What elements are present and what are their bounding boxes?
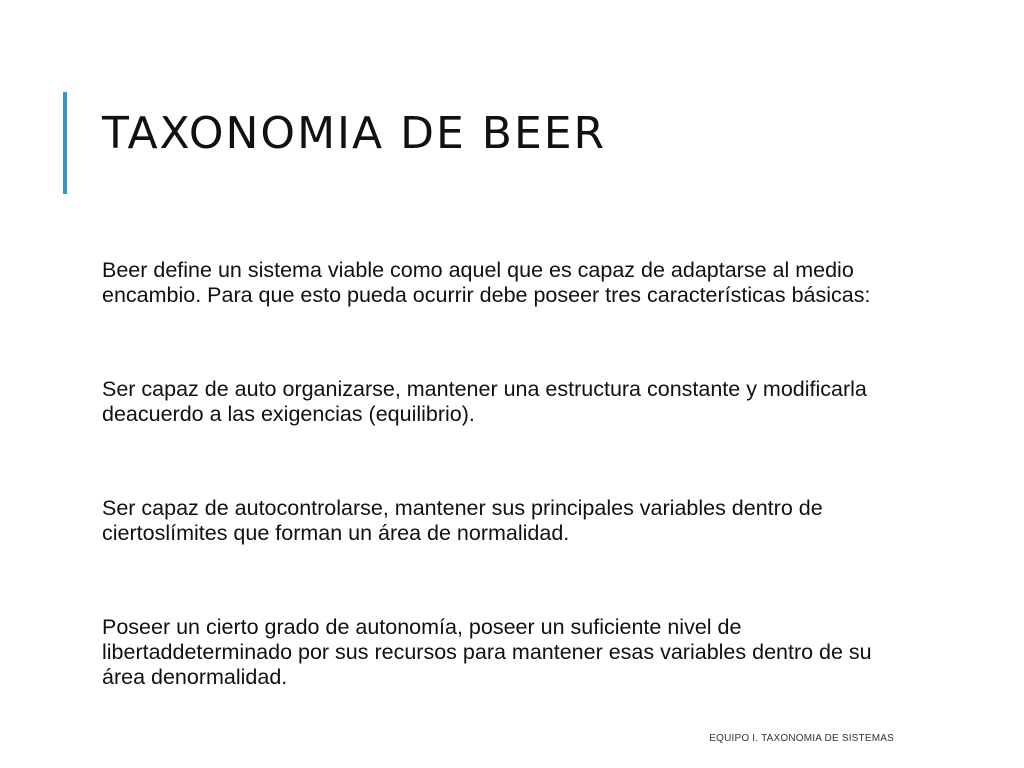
paragraph-intro: Beer define un sistema viable como aquel que es capaz de adaptarse al medio encambio. Para que esto pueda ocurrir debe poseer tres características básicas: (102, 258, 871, 307)
paragraph-self-organization: Ser capaz de auto organizarse, mantener una estructura constante y modificarla deacuerdo a las exigencias (equilibrio). (102, 377, 867, 426)
slide-footer: EQUIPO I. TAXONOMIA DE SISTEMAS (709, 733, 894, 744)
paragraph-autonomy: Poseer un cierto grado de autonomía, poseer un suficiente nivel de libertaddeterminado por sus recursos para mantener esas variables dentro de su área denormalidad. (102, 615, 872, 689)
slide-title: TAXONOMIA DE BEER (102, 108, 607, 159)
slide-body (102, 258, 902, 690)
paragraph-self-control: Ser capaz de autocontrolarse, mantener sus principales variables dentro de ciertoslímites que forman un área de normalidad. (102, 496, 823, 545)
title-accent-bar (63, 92, 67, 194)
